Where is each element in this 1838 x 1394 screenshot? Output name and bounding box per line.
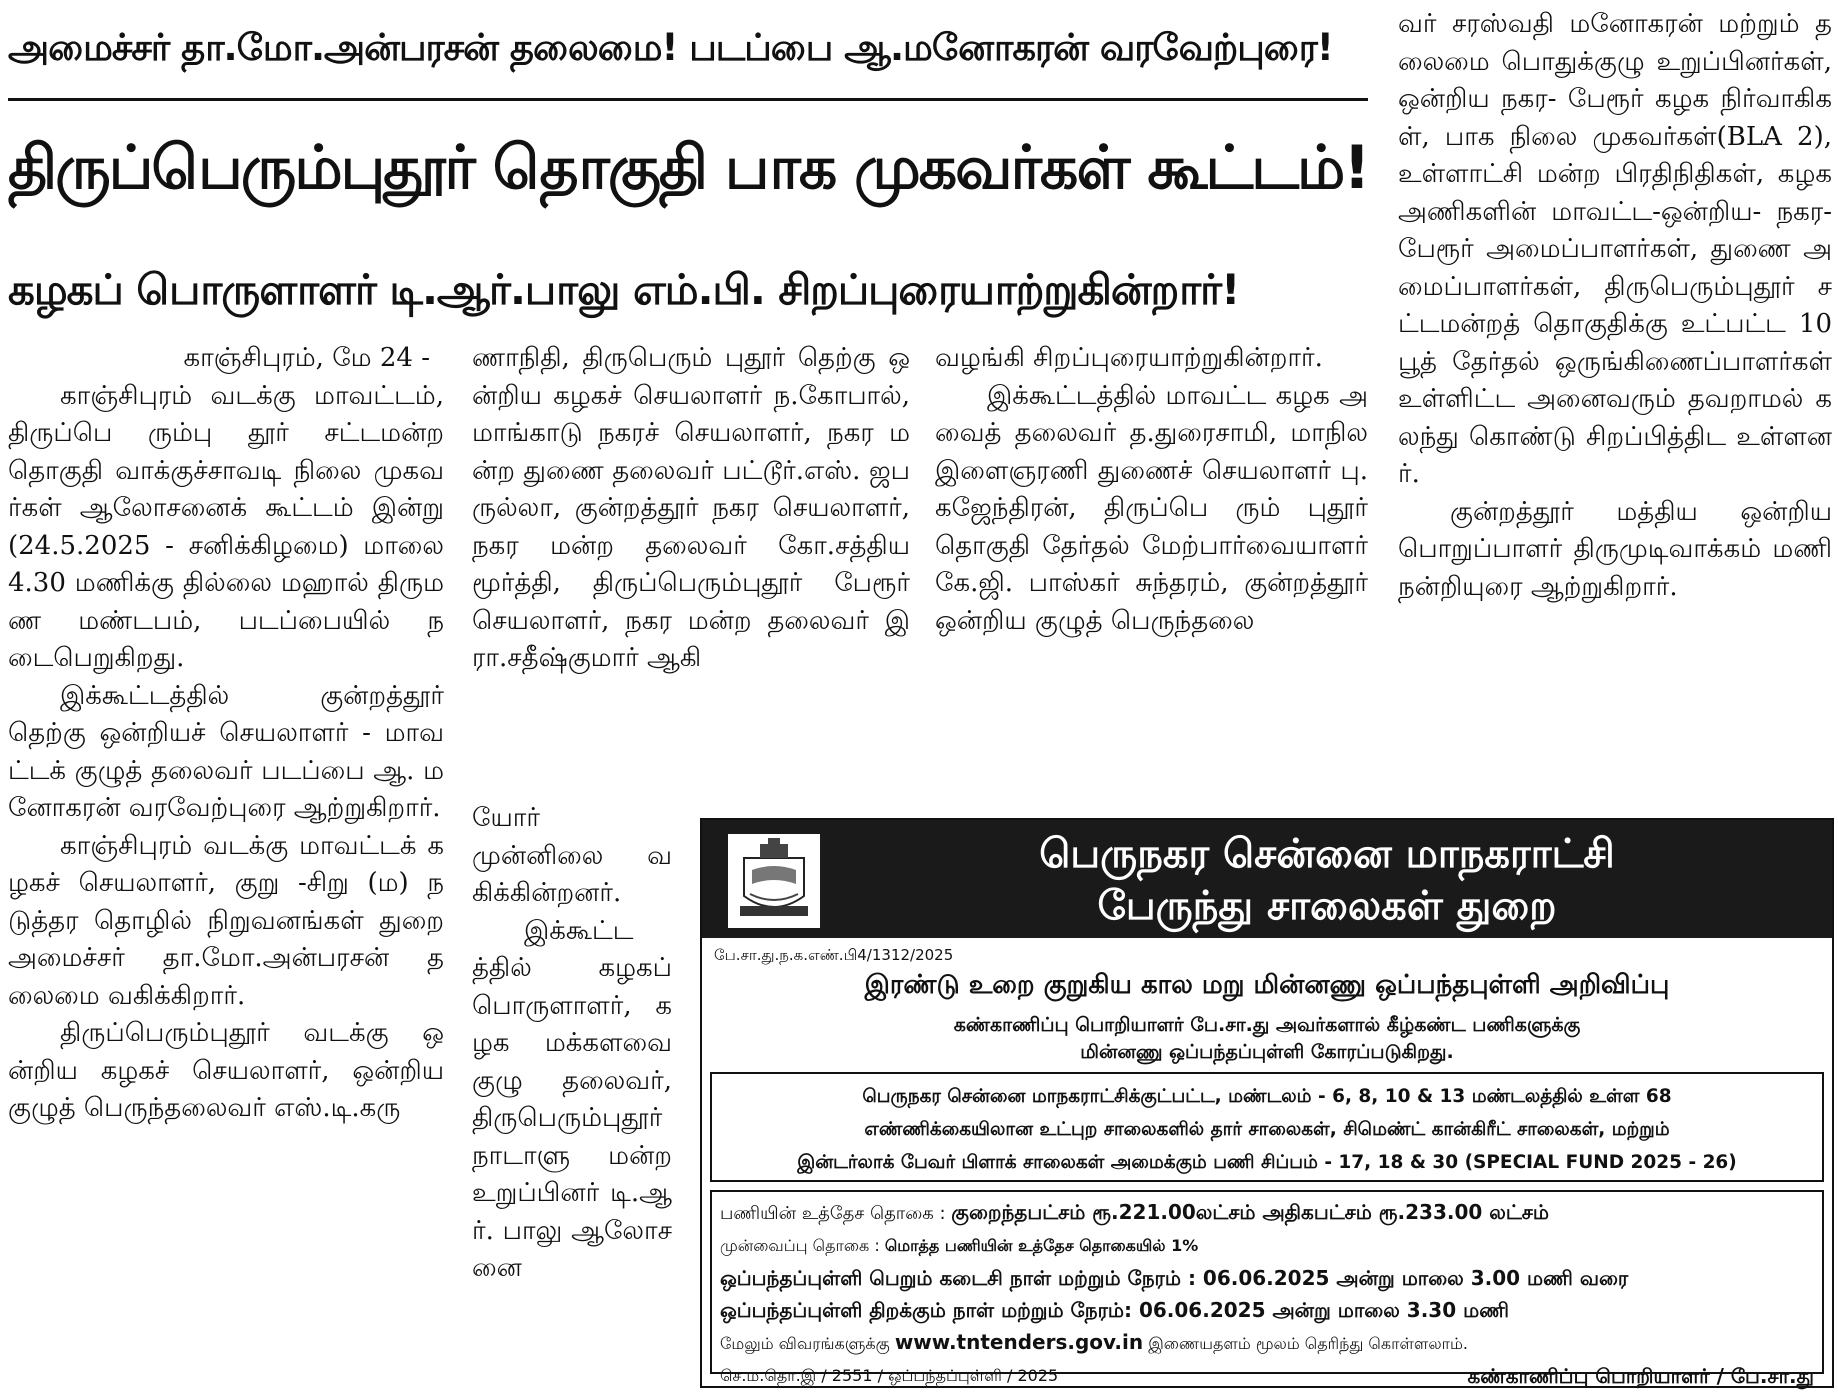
ad-footer-row: [720, 1360, 1814, 1392]
article-kicker: அமைச்சர் தா.மோ.அன்பரசன் தலைமை! படப்பை ஆ.மனோகரன் வரவேற்புரை!: [8, 26, 1333, 69]
kicker-divider: [8, 98, 1368, 101]
ad-website-link[interactable]: www.tntenders.gov.in: [894, 1330, 1144, 1354]
ad-emd-value: மொத்த பணியின் உத்தேச தொகையில் 1%: [884, 1236, 1199, 1255]
ad-title-line: பெருநகர சென்னை மாநகராட்சி: [1039, 831, 1615, 877]
article-paragraph: திருப்பெரும்புதூர் வடக்கு ஒன்றிய கழகச் செயலாளர், ஒன்றிய குழுத் பெருந்தலைவர் எஸ்.டி.கரு: [8, 1018, 444, 1123]
ad-open-date: ஒப்பந்தப்புள்ளி திறக்கும் நாள் மற்றும் நேரம்: 06.06.2025 அன்று மாலை 3.30 மணி: [720, 1298, 1509, 1322]
article-paragraph: யோர் முன்னிலை வகிக்கின்றனர்.: [472, 803, 672, 908]
ad-intro-line: கண்காணிப்பு பொறியாளர் பே.சா.து அவர்களால் கீழ்கண்ட பணிகளுக்கு: [953, 1014, 1581, 1036]
ad-more-info: [720, 1326, 1814, 1360]
article-paragraph: இக்கூட்டத்தில் மாவட்ட கழக அவைத் தலைவர் த.துரைசாமி, மாநில இளைஞரணி துணைச் செயலாளர் பு.கஜேந்திரன், திருப்பெ ரும் புதூர் தொகுதி தேர்தல் மேற்பார்வையாளர் கே.ஜி. பாஸ்கர் சுந்தரம், குன்றத்தூர் ஒன்றிய குழுத் பெருந்தலை: [935, 380, 1368, 636]
ad-footer-reference: செ.ம.தொ.இ / 2551 / ஒப்பந்தப்புள்ளி / 2025: [720, 1366, 1059, 1385]
ad-signatory: கண்காணிப்பு பொறியாளர் / பே.சா.து: [1467, 1364, 1814, 1388]
ad-estimate-row: [720, 1196, 1814, 1230]
article-dateline: காஞ்சிபுரம், மே 24 -: [183, 343, 430, 373]
ad-estimate-value: குறைந்தபட்சம் ரூ.221.00லட்சம் அதிகபட்சம் ரூ.233.00 லட்சம்: [951, 1200, 1549, 1224]
article-paragraph: வழங்கி சிறப்புரையாற்றுகின்றார்.: [935, 343, 1323, 373]
ad-work-line: எண்ணிக்கையிலான உட்புற சாலைகளில் தார் சாலைகள், சிமெண்ட் கான்கிரீட் சாலைகள், மற்றும்: [864, 1119, 1670, 1140]
ad-work-line: இன்டர்லாக் பேவர் பிளாக் சாலைகள் அமைக்கும் பணி சிப்பம் - 17, 18 & 30 (SPECIAL FUND 2025 - 26): [797, 1152, 1737, 1173]
ad-title: [852, 828, 1802, 932]
article-column-2: [472, 340, 910, 800]
ad-work-description: [710, 1072, 1824, 1182]
tender-advertisement: [700, 818, 1834, 1388]
ad-intro-line: மின்னணு ஒப்பந்தப்புள்ளி கோரப்படுகிறது.: [1080, 1041, 1454, 1063]
article-column-4: [1398, 6, 1832, 826]
ad-work-line: பெருநகர சென்னை மாநகராட்சிக்குட்பட்ட, மண்டலம் - 6, 8, 10 & 13 மண்டலத்தில் உள்ள 68: [862, 1086, 1672, 1107]
ad-more-info-suffix: இணையதளம் மூலம் தெரிந்து கொள்ளலாம்.: [1148, 1334, 1468, 1353]
ad-intro: [702, 1012, 1832, 1066]
ad-last-date: ஒப்பந்தப்புள்ளி பெறும் கடைசி நாள் மற்றும் நேரம் : 06.06.2025 அன்று மாலை 3.00 மணி வரை: [720, 1266, 1629, 1290]
ad-title-line: பேருந்து சாலைகள் துறை: [1097, 883, 1557, 929]
article-paragraph: இக்கூட்டத்தில் குன்றத்தூர் தெற்கு ஒன்றியச் செயலாளர் - மாவட்டக் குழுத் தலைவர் படப்பை ஆ. மனோகரன் வரவேற்புரை ஆற்றுகிறார்.: [8, 680, 444, 823]
article-column-3: [935, 340, 1368, 806]
ad-more-info-prefix: மேலும் விவரங்களுக்கு: [720, 1334, 890, 1353]
ad-notice-title: இரண்டு உறை குறுகிய கால மறு மின்னணு ஒப்பந்தபுள்ளி அறிவிப்பு: [864, 970, 1670, 1000]
article-paragraph: இக்கூட்டத்தில் கழகப் பொருளாளர், கழக மக்களவை குழு தலைவர், திருபெரும்புதூர் நாடாளு மன்ற உறுப்பினர் டி.ஆர். பாலு ஆலோசனை: [472, 915, 672, 1283]
article-paragraph: குன்றத்தூர் மத்திய ஒன்றிய பொறுப்பாளர் திருமுடிவாக்கம் மணி நன்றியுரை ஆற்றுகிறார்.: [1398, 496, 1832, 602]
article-column-2-narrow: [472, 800, 672, 1394]
article-paragraph: வர் சரஸ்வதி மனோகரன் மற்றும் தலைமை பொதுக்குழு உறுப்பினர்கள், ஒன்றிய நகர- பேரூர் கழக நிர்வாகிகள், பாக நிலை முகவர்கள்(BLA 2), உள்ளாட்சி மன்ற பிரதிநிதிகள், கழக அணிகளின் மாவட்ட-ஒன்றிய- நகர-பேரூர் அமைப்பாளர்கள், துணை அமைப்பாளர்கள், திருபெரும்புதூர் சட்டமன்றத் தொகுதிக்கு உட்பட்ட 10 பூத் தேர்தல் ஒருங்கிணைப்பாளர்கள் உள்ளிட்ட அனைவரும் தவறாமல் கலந்து கொண்டு சிறப்பித்திட உள்ளனர்.: [1398, 9, 1832, 489]
ad-emd-label: முன்வைப்பு தொகை :: [720, 1236, 880, 1255]
ad-estimate-label: பணியின் உத்தேச தொகை :: [720, 1203, 946, 1224]
article-paragraph: காஞ்சிபுரம் வடக்கு மாவட்டம், திருப்பெ ரும்பு தூர் சட்டமன்ற தொகுதி வாக்குச்சாவடி நிலை முகவர்கள் ஆலோசனைக் கூட்டம் இன்று (24.5.2025 - சனிக்கிழமை) மாலை 4.30 மணிக்கு தில்லை மஹால் திருமண மண்டபம், படப்பையில் நடைபெறுகிறது.: [8, 380, 444, 673]
article-headline: திருப்பெரும்புதூர் தொகுதி பாக முகவர்கள் கூட்டம்!: [8, 133, 1369, 203]
ad-tender-details: [710, 1190, 1824, 1388]
article-paragraph: காஞ்சிபுரம் வடக்கு மாவட்டக் கழகச் செயலாளர், குறு -சிறு (ம) நடுத்தர தொழில் நிறுவனங்கள் துறை அமைச்சர் தா.மோ.அன்பரசன் தலைமை வகிக்கிறார்.: [8, 830, 444, 1011]
article-paragraph: ணாநிதி, திருபெரும் புதூர் தெற்கு ஒன்றிய கழகச் செயலாளர் ந.கோபால், மாங்காடு நகரச் செயலாளர், நகர மன்ற துணை தலைவர் பட்டூர்.எஸ். ஜபருல்லா, குன்றத்தூர் நகர செயலாளர், நகர மன்ற தலைவர் கோ.சத்திய மூர்த்தி, திருப்பெரும்புதூர் பேரூர் செயலாளர், நகர மன்ற தலைவர் இரா.சதீஷ்குமார் ஆகி: [472, 343, 910, 673]
ad-reference-number: பே.சா.து.ந.க.எண்.பி4/1312/2025: [714, 946, 954, 964]
article-column-1: [8, 340, 444, 1394]
ad-emd-row: [720, 1230, 1814, 1262]
ad-header: [702, 820, 1832, 938]
article-subheadline: கழகப் பொருளாளர் டி.ஆர்.பாலு எம்.பி. சிறப்புரையாற்றுகின்றார்!: [8, 265, 1240, 314]
corporation-seal-icon: [728, 834, 820, 928]
